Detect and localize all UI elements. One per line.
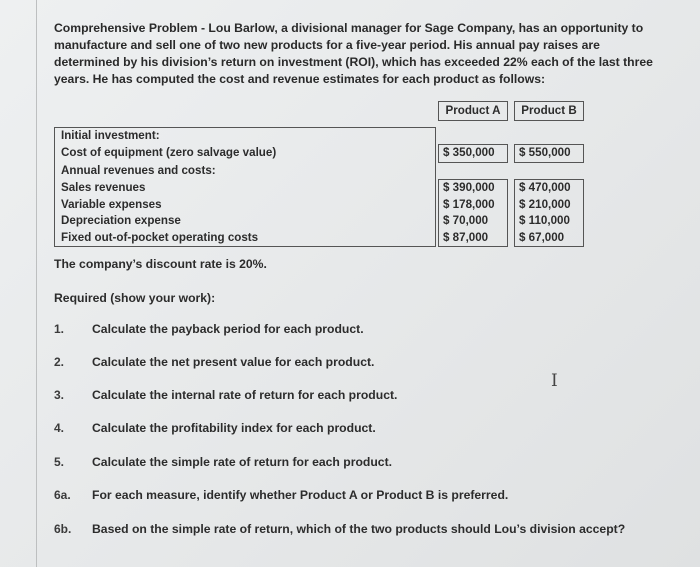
table-row bbox=[55, 213, 584, 230]
item-number: 6b. bbox=[54, 522, 72, 536]
problem-title: Comprehensive Problem bbox=[54, 21, 198, 35]
value-b: $ 67,000 bbox=[515, 230, 584, 247]
row-label: Depreciation expense bbox=[55, 213, 436, 230]
value-a: $ 178,000 bbox=[439, 197, 508, 214]
item-text: Based on the simple rate of return, which of the two products should Lou’s division accept? bbox=[92, 522, 626, 536]
value-b: $ 210,000 bbox=[515, 197, 584, 214]
item-text: Calculate the net present value for each product. bbox=[92, 355, 375, 369]
value-b: $ 110,000 bbox=[515, 213, 584, 230]
header-product-a: Product A bbox=[439, 102, 508, 121]
item-text: Calculate the payback period for each product. bbox=[92, 322, 364, 336]
item-text: Calculate the profitability index for each product. bbox=[92, 421, 376, 435]
problem-intro bbox=[54, 20, 664, 88]
discount-rate-text: The company’s discount rate is 20%. bbox=[54, 257, 267, 271]
row-label: Annual revenues and costs: bbox=[55, 162, 436, 180]
table-row bbox=[55, 145, 584, 163]
row-label: Fixed out-of-pocket operating costs bbox=[55, 230, 436, 247]
item-number: 2. bbox=[54, 355, 65, 369]
header-product-b: Product B bbox=[515, 102, 584, 121]
row-label: Sales revenues bbox=[55, 180, 436, 197]
item-text: For each measure, identify whether Product A or Product B is preferred. bbox=[92, 488, 509, 502]
problem-body: - Lou Barlow, a divisional manager for Sage Company, has an opportunity to manufacture and sell one of two new products for a five-year period. His annual pay raises are determined by his division’s return on investment (ROI), which has exceeded 22% each of the last three years. He has computed the cost and revenue estimates for each product as follows: bbox=[54, 21, 653, 86]
row-label: Cost of equipment (zero salvage value) bbox=[55, 145, 436, 163]
text-cursor-icon: Ι bbox=[551, 371, 558, 391]
item-number: 5. bbox=[54, 455, 65, 469]
row-label: Variable expenses bbox=[55, 197, 436, 214]
item-number: 3. bbox=[54, 388, 65, 402]
table-header-row bbox=[55, 102, 584, 121]
cost-revenue-table bbox=[54, 101, 584, 247]
item-text: Calculate the simple rate of return for each product. bbox=[92, 455, 393, 469]
item-text: Calculate the internal rate of return for each product. bbox=[92, 388, 398, 402]
value-a: $ 70,000 bbox=[439, 213, 508, 230]
table-row bbox=[55, 128, 584, 145]
item-number: 4. bbox=[54, 421, 65, 435]
value-a: $ 390,000 bbox=[439, 180, 508, 197]
value-a: $ 87,000 bbox=[439, 230, 508, 247]
value-b: $ 550,000 bbox=[515, 145, 584, 163]
value-b: $ 470,000 bbox=[515, 180, 584, 197]
table-row bbox=[55, 162, 584, 180]
item-number: 6a. bbox=[54, 488, 71, 502]
table-row bbox=[55, 197, 584, 214]
table-row bbox=[55, 230, 584, 247]
row-label: Initial investment: bbox=[55, 128, 436, 145]
table-row bbox=[55, 180, 584, 197]
item-number: 1. bbox=[54, 322, 65, 336]
value-a: $ 350,000 bbox=[439, 145, 508, 163]
required-heading: Required (show your work): bbox=[54, 291, 216, 305]
